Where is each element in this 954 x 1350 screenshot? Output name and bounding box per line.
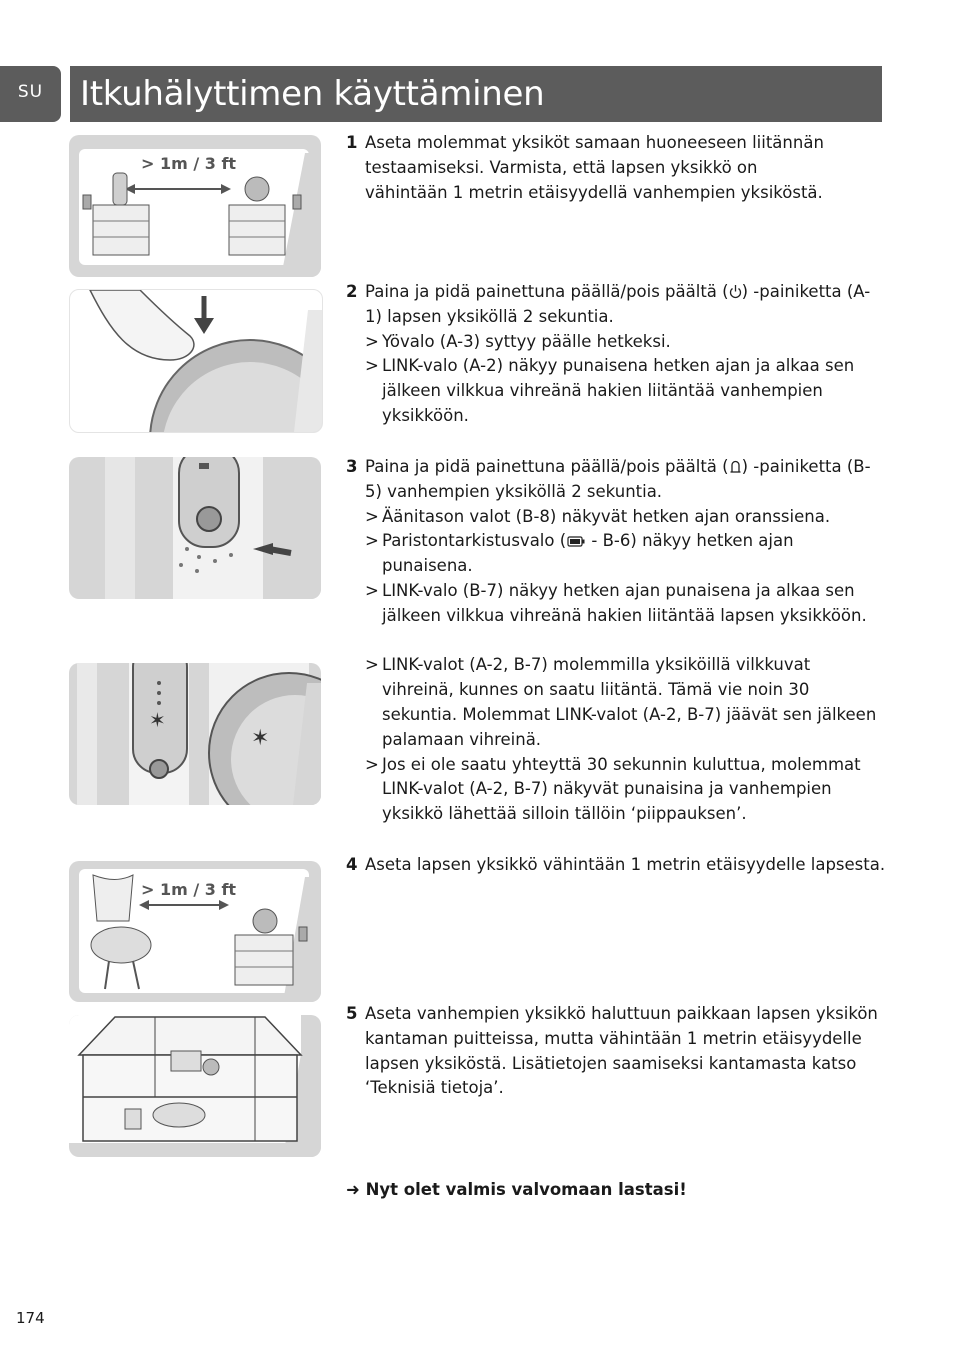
step-number: 3 [346, 457, 358, 476]
step-1 [346, 131, 886, 205]
illustration-press-child-unit [69, 289, 323, 433]
illustration-press-parent-unit [69, 457, 321, 599]
step-4 [346, 853, 886, 878]
battery-icon [566, 535, 586, 548]
illustration-child-unit-distance [69, 861, 321, 1002]
step-number: 5 [346, 1004, 358, 1023]
parent-power-icon [729, 459, 742, 474]
result-item: > LINK-valo (B-7) näkyy hetken ajan punaisena ja alkaa sen jälkeen vilkkua vihreänä hakien liitäntää lapsen yksikköön. [365, 580, 867, 625]
step-number: 1 [346, 133, 358, 152]
step-number: 4 [346, 855, 358, 874]
power-icon [729, 284, 742, 299]
svg-text:✶: ✶ [251, 726, 270, 751]
illustration-link-lights [69, 663, 321, 805]
illustration-units-distance [69, 135, 321, 277]
distance-label: > 1m / 3 ft [141, 154, 237, 173]
result-item: > LINK-valo (A-2) näkyy punaisena hetken ajan ja alkaa sen jälkeen vilkkua vihreänä hakien liitäntää vanhempien yksikköön. [365, 356, 855, 425]
svg-text:✶: ✶ [149, 708, 166, 732]
result-item: > Paristontarkistusvalo ( - B-6) näkyy hetken ajan punaisena. [365, 531, 794, 576]
page-title: Itkuhälyttimen käyttäminen [80, 74, 545, 114]
result-item: > Yövalo (A-3) syttyy päälle hetkeksi. [365, 331, 671, 351]
illustration-house-range [69, 1015, 321, 1157]
arrow-icon: ➜ [346, 1180, 360, 1199]
step-2 [346, 280, 886, 429]
step-5 [346, 1002, 886, 1101]
step-text: Aseta lapsen yksikkö vähintään 1 metrin etäisyydelle lapsesta. [365, 855, 886, 874]
final-note [346, 1177, 687, 1202]
result-item: > Äänitason valot (B-8) näkyvät hetken ajan oranssiena. [365, 506, 831, 526]
step-instruction: Paina ja pidä painettuna päällä/pois päältä ( ) -painiketta (B-5) vanhempien yksiköllä 2 sekuntia. [365, 457, 871, 501]
final-note-text: Nyt olet valmis valvomaan lastasi! [365, 1180, 687, 1199]
result-item: > LINK-valot (A-2, B-7) molemmilla yksiköillä vilkkuvat vihreinä, kunnes on saatu liitäntä. Tämä vie noin 30 sekuntia. Molemmat LINK-valot (A-2, B-7) jäävät sen jälkeen palamaan vihreinä. [365, 655, 877, 749]
title-bar [70, 66, 882, 122]
language-tab: SU [0, 66, 61, 122]
distance-label-2: > 1m / 3 ft [141, 880, 237, 899]
page-number: 174 [16, 1309, 45, 1327]
step-3 [346, 455, 886, 827]
step-text: Aseta vanhempien yksikkö haluttuun paikkaan lapsen yksikön kantaman puitteissa, mutta vähintään 1 metrin etäisyydelle lapsen yksiköstä. Lisätietojen saamiseksi kantamasta katso ‘Teknisiä tietoja’. [365, 1004, 878, 1098]
step-instruction: Paina ja pidä painettuna päällä/pois päältä ( ) -painiketta (A-1) lapsen yksiköllä 2 sekuntia. [365, 282, 871, 326]
result-item: > Jos ei ole saatu yhteyttä 30 sekunnin kuluttua, molemmat LINK-valot (A-2, B-7) näkyvät punaisina ja vanhempien yksikkö lähettää silloin tällöin ‘piippauksen’. [365, 754, 861, 824]
step-text: Aseta molemmat yksiköt samaan huoneeseen liitännän testaamiseksi. Varmista, että lapsen yksikkö on vähintään 1 metrin etäisyydellä vanhempien yksiköstä. [365, 133, 824, 202]
step-number: 2 [346, 282, 358, 301]
